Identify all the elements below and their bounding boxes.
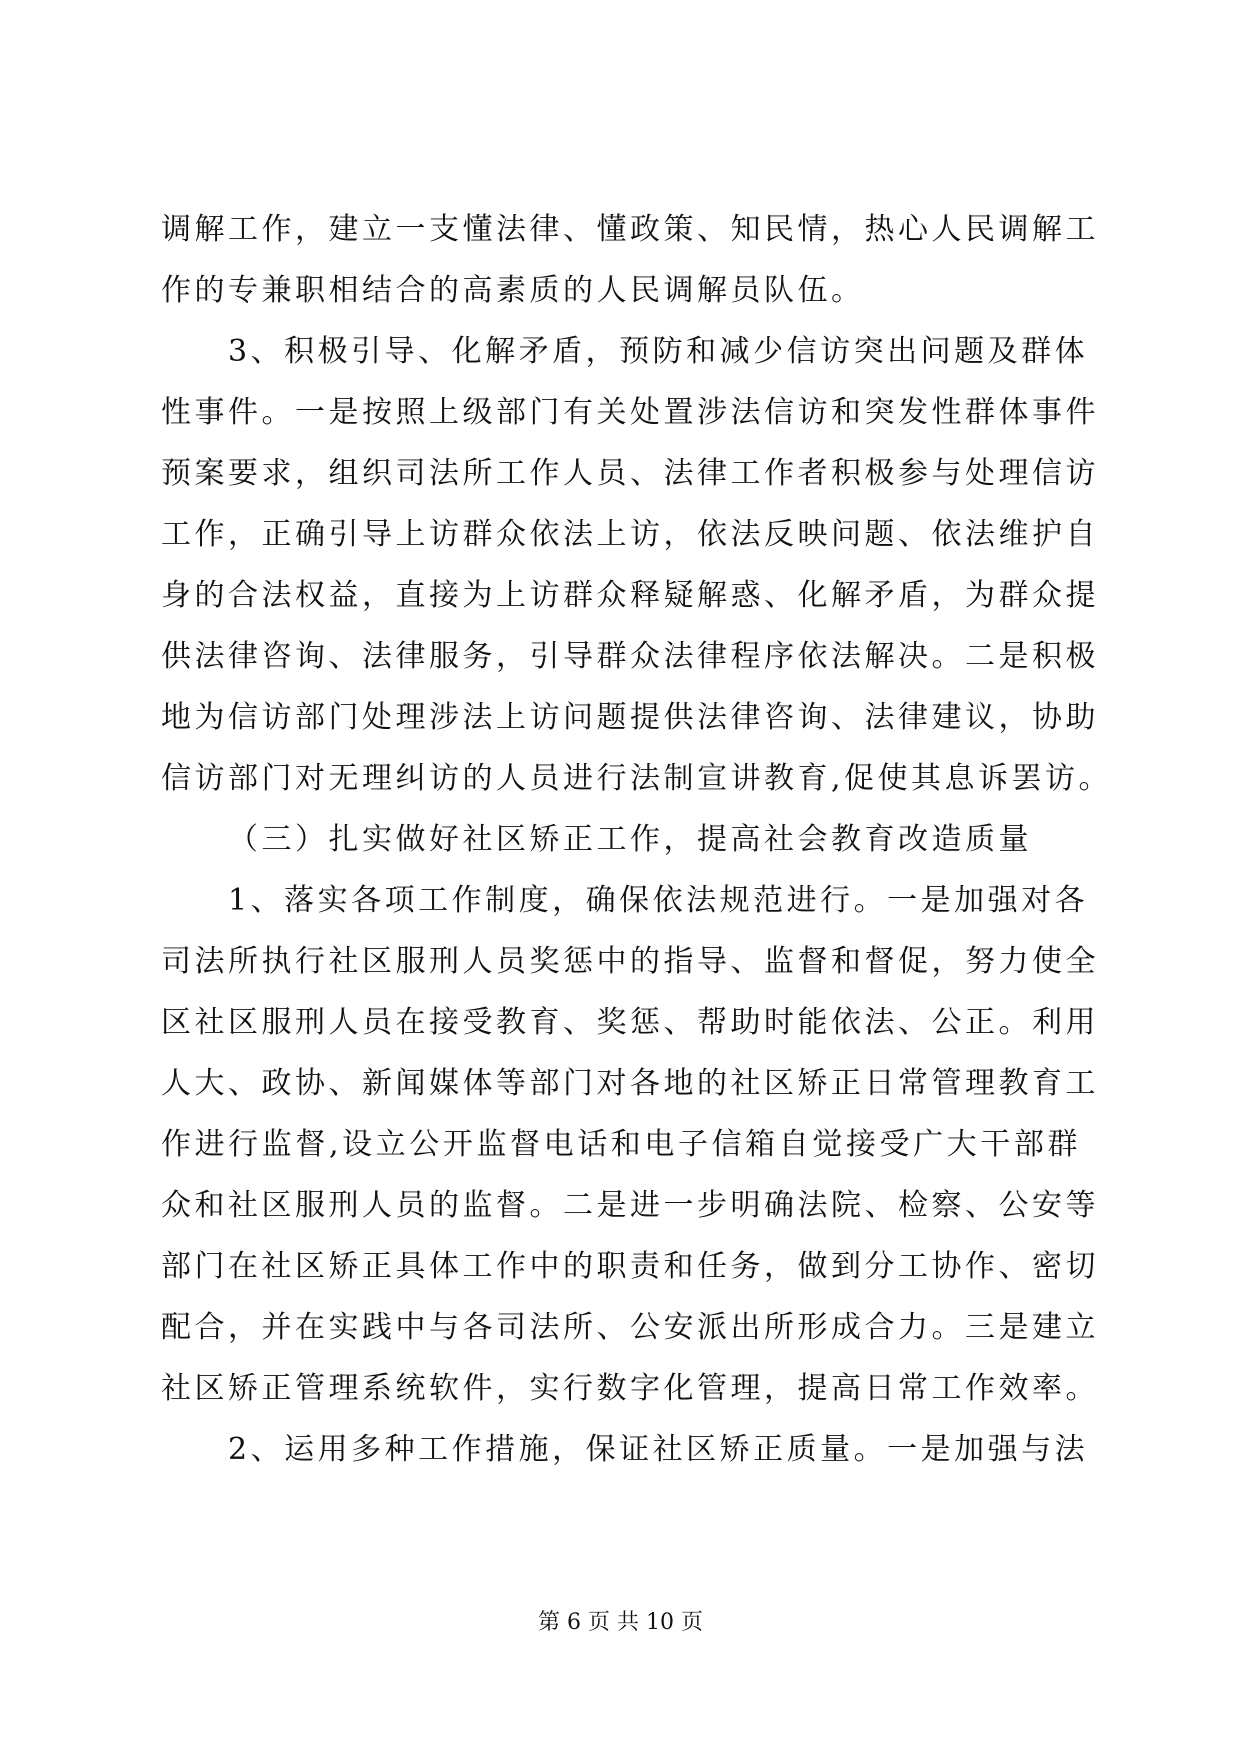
- text-line: 司法所执行社区服刑人员奖惩中的指导、监督和督促，努力使全: [161, 944, 1099, 979]
- text-line: 配合，并在实践中与各司法所、公安派出所形成合力。三是建立: [161, 1310, 1099, 1345]
- text-line: 区社区服刑人员在接受教育、奖惩、帮助时能依法、公正。利用: [161, 1005, 1099, 1040]
- text-line: 调解工作，建立一支懂法律、懂政策、知民情，热心人民调解工: [161, 212, 1099, 247]
- text-line: 性事件。一是按照上级部门有关处置涉法信访和突发性群体事件: [161, 395, 1099, 430]
- text-line: 工作，正确引导上访群众依法上访，依法反映问题、依法维护自: [161, 517, 1099, 552]
- text-line: 众和社区服刑人员的监督。二是进一步明确法院、检察、公安等: [161, 1188, 1099, 1223]
- text-line: 社区矫正管理系统软件，实行数字化管理，提高日常工作效率。: [161, 1371, 1099, 1406]
- text-line: 信访部门对无理纠访的人员进行法制宣讲教育,促使其息诉罢访。: [161, 761, 1113, 796]
- text-line: 供法律咨询、法律服务，引导群众法律程序依法解决。二是积极: [161, 639, 1099, 674]
- paragraph-start-line: 2、运用多种工作措施，保证社区矫正质量。一是加强与法: [228, 1432, 1089, 1467]
- text-line: 人大、政协、新闻媒体等部门对各地的社区矫正日常管理教育工: [161, 1066, 1099, 1101]
- text-line: 预案要求，组织司法所工作人员、法律工作者积极参与处理信访: [161, 456, 1099, 491]
- text-line: 作进行监督,设立公开监督电话和电子信箱自觉接受广大干部群: [161, 1127, 1081, 1162]
- text-line: 地为信访部门处理涉法上访问题提供法律咨询、法律建议，协助: [161, 700, 1099, 735]
- text-line: 部门在社区矫正具体工作中的职责和任务，做到分工协作、密切: [161, 1249, 1099, 1284]
- paragraph-start-line: 3、积极引导、化解矛盾，预防和减少信访突出问题及群体: [228, 334, 1089, 369]
- text-line: 作的专兼职相结合的高素质的人民调解员队伍。: [161, 273, 865, 308]
- text-line: 身的合法权益，直接为上访群众释疑解惑、化解矛盾，为群众提: [161, 578, 1099, 613]
- page-number-footer: 第 6 页 共 10 页: [538, 1610, 703, 1635]
- paragraph-start-line: 1、落实各项工作制度，确保依法规范进行。一是加强对各: [228, 883, 1089, 918]
- section-heading: （三）扎实做好社区矫正工作，提高社会教育改造质量: [228, 822, 1032, 857]
